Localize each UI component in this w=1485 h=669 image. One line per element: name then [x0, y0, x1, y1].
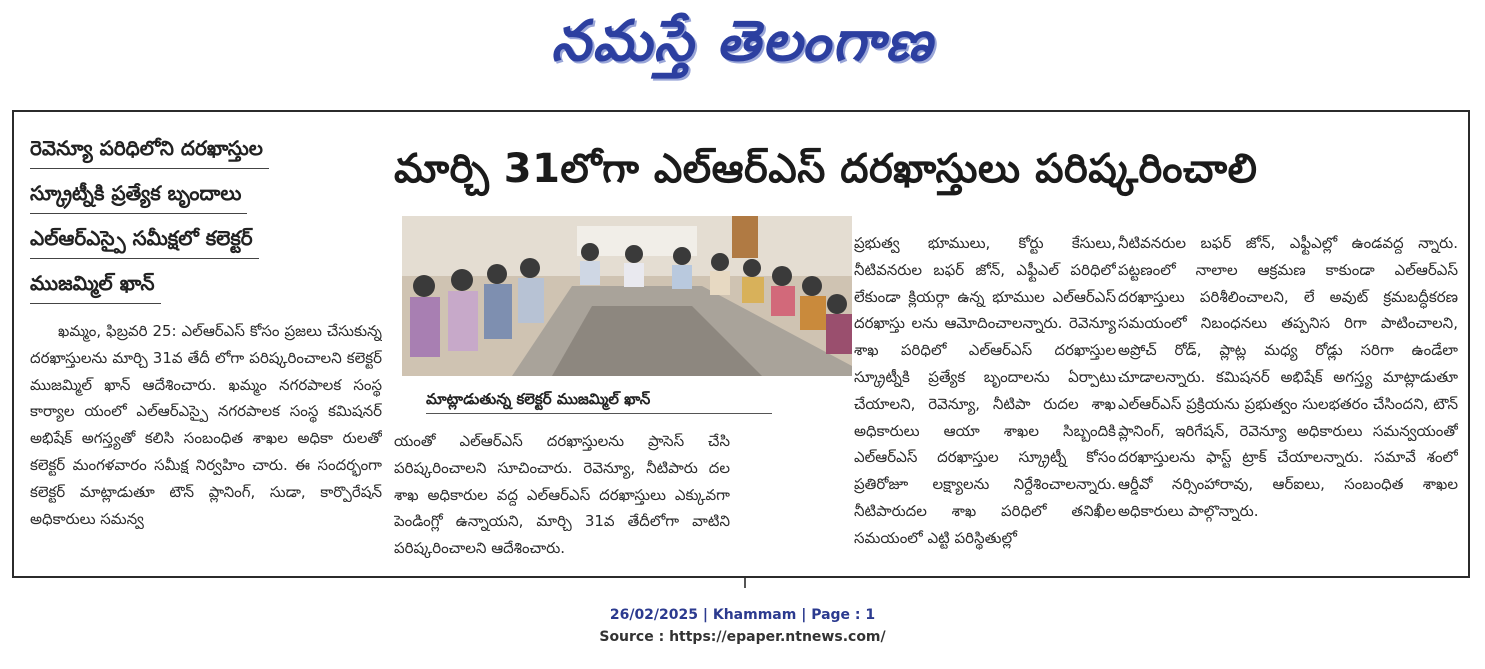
side-headline-2: స్క్రూట్నీకి ప్రత్యేక బృందాలు: [30, 173, 247, 214]
main-headline: మార్చి 31లోగా ఎల్ఆర్ఎస్ దరఖాస్తులు పరిష్కరించాలి: [394, 146, 1258, 192]
page-footer: [0, 604, 1485, 648]
page-fold-mark: [744, 578, 746, 588]
article-column-3: [854, 230, 1116, 566]
meeting-photo: [402, 216, 852, 376]
news-clipping: [12, 110, 1470, 578]
article-paragraph-3: ప్రభుత్వ భూములు, కోర్టు కేసులు, నీటివనరుల బఫర్ జోన్, ఎఫ్టీఎల్ పరిధిలో లేకుండా క్లియర్గా ఉన్న భూముల ఎల్ఆర్ఎస్ దరఖాస్తు లను ఆమోదించాలన్నారు. రెవెన్యూ శాఖ పరిధిలో ఎల్ఆర్ఎస్ దరఖాస్తుల స్క్రూట్నీకి ప్రత్యేక బృందాలను ఏర్పాటు చేయాలని, రెవెన్యూ, నీటిపా రుదల శాఖ అధికారులు ఆయా శాఖల సిబ్బందికి ఎల్ఆర్ఎస్ దరఖాస్తుల స్క్రూట్నీ కోసం ప్రతిరోజూ లక్ష్యాలను నిర్దేశించాలన్నారు. నీటిపారుదల శాఖ పరిధిలో తనిఖీల సమయంలో ఎట్టి పరిస్థితుల్లో: [854, 234, 1116, 547]
side-headline-3: ఎల్ఆర్ఎస్పై సమీక్షలో కలెక్టర్: [30, 218, 259, 259]
article-paragraph-1: ఖమ్మం, ఫిబ్రవరి 25: ఎల్ఆర్ఎస్ కోసం ప్రజలు చేసుకున్న దరఖాస్తులను మార్చి 31వ తేదీ లోగా పరిష్కరించాలని కలెక్టర్ ముజమ్మిల్ ఖాన్ ఆదేశించారు. ఖమ్మం నగరపాలక సంస్థ కార్యాల యంలో ఎల్ఆర్ఎస్పై నగరపాలక సంస్థ కమిషనర్ అభిషేక్ అగస్త్యతో కలిసి సంబంధిత శాఖల అధికా రులతో కలెక్టర్ మంగళవారం సమీక్ష నిర్వహిం చారు. ఈ సందర్భంగా కలెక్టర్ మాట్లాడుతూ టౌన్ ప్లానింగ్, సుడా, కార్పొరేషన్ అధికారులు సమన్వ: [30, 322, 382, 528]
newspaper-masthead: నమస్తే తెలంగాణ: [551, 8, 934, 74]
side-headline-1: రెవెన్యూ పరిధిలోని దరఖాస్తుల: [30, 128, 269, 169]
side-headlines: [30, 128, 370, 308]
article-paragraph-4: నీటివనరుల బఫర్ జోన్, ఎఫ్టీఎల్లో ఉండవద్ద న్నారు. పట్టణంలో నాలాల ఆక్రమణ కాకుండా ఎల్ఆర్ఎస్ దరఖాస్తులు పరిశీలించాలని, లే అవుట్ క్రమబద్ధీకరణ సమయంలో నిబంధనలు తప్పనిస రిగా పాటించాలని, అప్రోచ్ రోడ్, ప్లాట్ల మధ్య రోడ్లు సరిగా ఉండేలా చూడాలన్నారు. కమిషనర్ అభిషేక్ అగస్త్య మాట్లాడుతూ ఎల్ఆర్ఎస్ ప్రక్రియను ప్రభుత్వం సులభతరం చేసిందని, టౌన్ ప్లానింగ్, ఇరిగేషన్, రెవెన్యూ అధికారులు సమన్వయంతో దరఖాస్తులను ఫాస్ట్ ట్రాక్ చేయాలన్నారు. సమావే శంలో ఆర్డీవో నర్సింహారావు, ఆర్ఐలు, సంబంధిత శాఖల అధికారులు పాల్గొన్నారు.: [1118, 234, 1458, 520]
meeting-photo-image: [402, 216, 852, 376]
article-paragraph-2: యంతో ఎల్ఆర్ఎస్ దరఖాస్తులను ప్రాసెస్ చేసి పరిష్కరించాలని సూచించారు. రెవెన్యూ, నీటిపారు దల శాఖ అధికారుల వద్ద ఎల్ఆర్ఎస్ దరఖాస్తులు ఎక్కువగా పెండింగ్లో ఉన్నాయని, మార్చి 31వ తేదీలోగా వాటిని పరిష్కరించాలని ఆదేశించారు.: [394, 432, 730, 558]
side-headline-4: ముజమ్మిల్ ఖాన్: [30, 263, 161, 304]
article-column-1: [30, 318, 382, 566]
edition-info: 26/02/2025 | Khammam | Page : 1: [609, 607, 876, 623]
photo-caption: మాట్లాడుతున్న కలెక్టర్ ముజమ్మిల్ ఖాన్: [426, 384, 772, 414]
article-column-2: [394, 428, 730, 566]
article-column-4: [1118, 230, 1458, 566]
source-link[interactable]: Source : https://epaper.ntnews.com/: [599, 629, 886, 645]
